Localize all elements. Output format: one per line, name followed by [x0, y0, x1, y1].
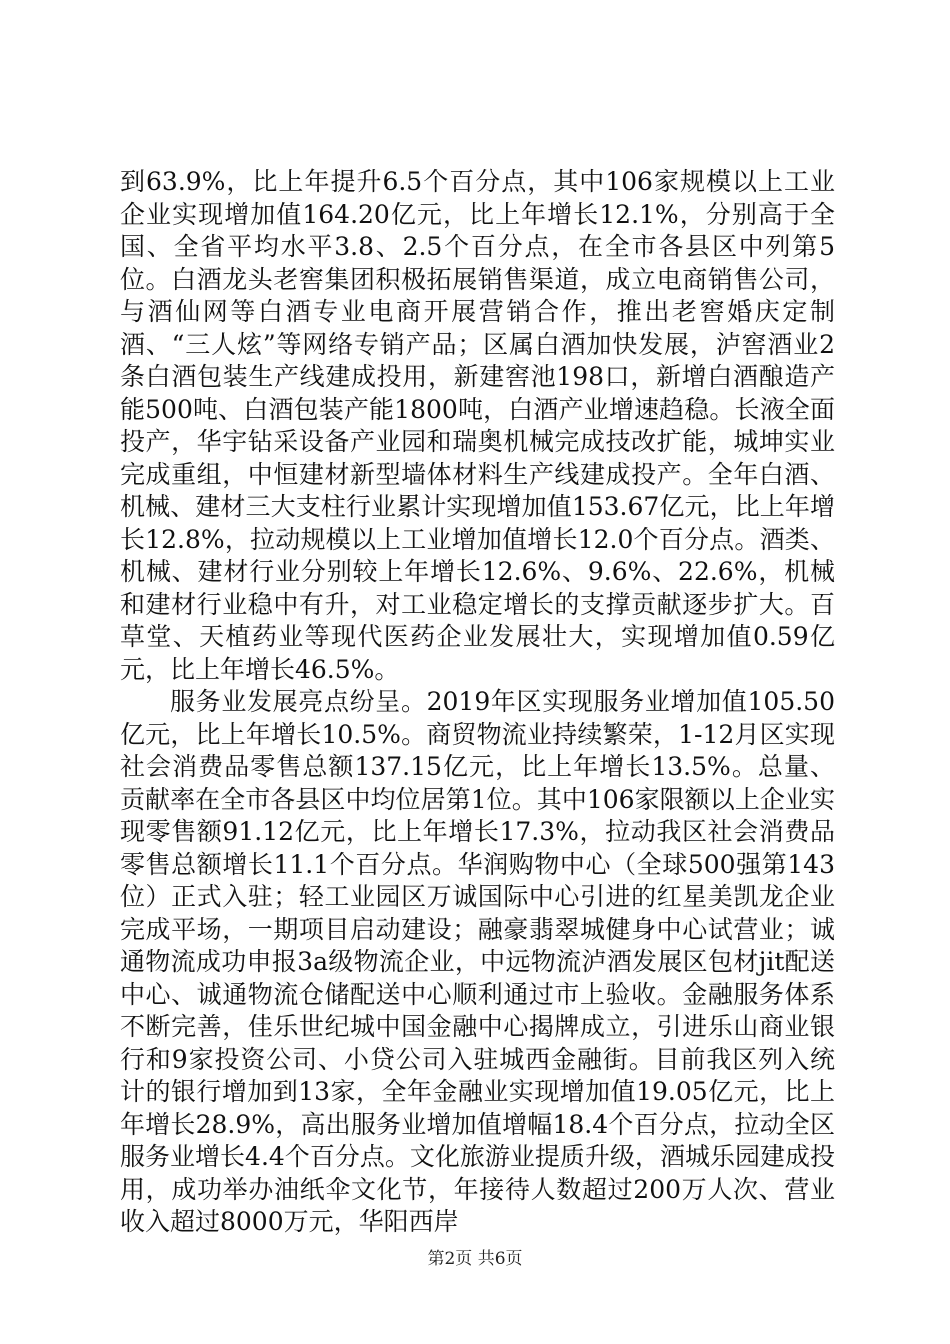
paragraph-industry: 到63.9%，比上年提升6.5个百分点，其中106家规模以上工业企业实现增加值164.20亿元，比上年增长12.1%，分别高于全国、全省平均水平3.8、2.5个百分点，在全市各县区中列第5位。白酒龙头老窖集团积极拓展销售渠道，成立电商销售公司，与酒仙网等白酒专业电商开展营销合作，推出老窖婚庆定制酒、“三人炫”等网络专销产品；区属白酒加快发展，泸窖酒业2条白酒包装生产线建成投用，新建窖池198口，新增白酒酿造产能500吨、白酒包装产能1800吨，白酒产业增速趋稳。长液全面投产，华宇钻采设备产业园和瑞奥机械完成技改扩能，城坤实业完成重组，中恒建材新型墙体材料生产线建成投产。全年白酒、机械、建材三大支柱行业累计实现增加值153.67亿元，比上年增长12.8%，拉动规模以上工业增加值增长12.0个百分点。酒类、机械、建材行业分别较上年增长12.6%、9.6%、22.6%，机械和建材行业稳中有升，对工业稳定增长的支撑贡献逐步扩大。百草堂、天植药业等现代医药企业发展壮大，实现增加值0.59亿元，比上年增长46.5%。 [120, 167, 835, 684]
paragraph-services: 服务业发展亮点纷呈。2019年区实现服务业增加值105.50亿元，比上年增长10.5%。商贸物流业持续繁荣，1-12月区实现社会消费品零售总额137.15亿元，比上年增长13.5%。总量、贡献率在全市各县区中均位居第1位。其中106家限额以上企业实现零售额91.12亿元，比上年增长17.3%，拉动我区社会消费品零售总额增长11.1个百分点。华润购物中心（全球500强第143位）正式入驻；轻工业园区万诚国际中心引进的红星美凯龙企业完成平场，一期项目启动建设；融豪翡翠城健身中心试营业；诚通物流成功申报3a级物流企业，中远物流泸酒发展区包材jit配送中心、诚通物流仓储配送中心顺利通过市上验收。金融服务体系不断完善，佳乐世纪城中国金融中心揭牌成立，引进乐山商业银行和9家投资公司、小贷公司入驻城西金融街。目前我区列入统计的银行增加到13家，全年金融业实现增加值19.05亿元，比上年增长28.9%，高出服务业增加值增幅18.4个百分点，拉动全区服务业增长4.4个百分点。文化旅游业提质升级，酒城乐园建成投用，成功举办油纸伞文化节，年接待人数超过200万人次、营业收入超过8000万元，华阳西岸 [120, 687, 835, 1236]
page-footer: 第2页 共6页 [427, 1249, 523, 1269]
document-body [120, 166, 835, 1239]
